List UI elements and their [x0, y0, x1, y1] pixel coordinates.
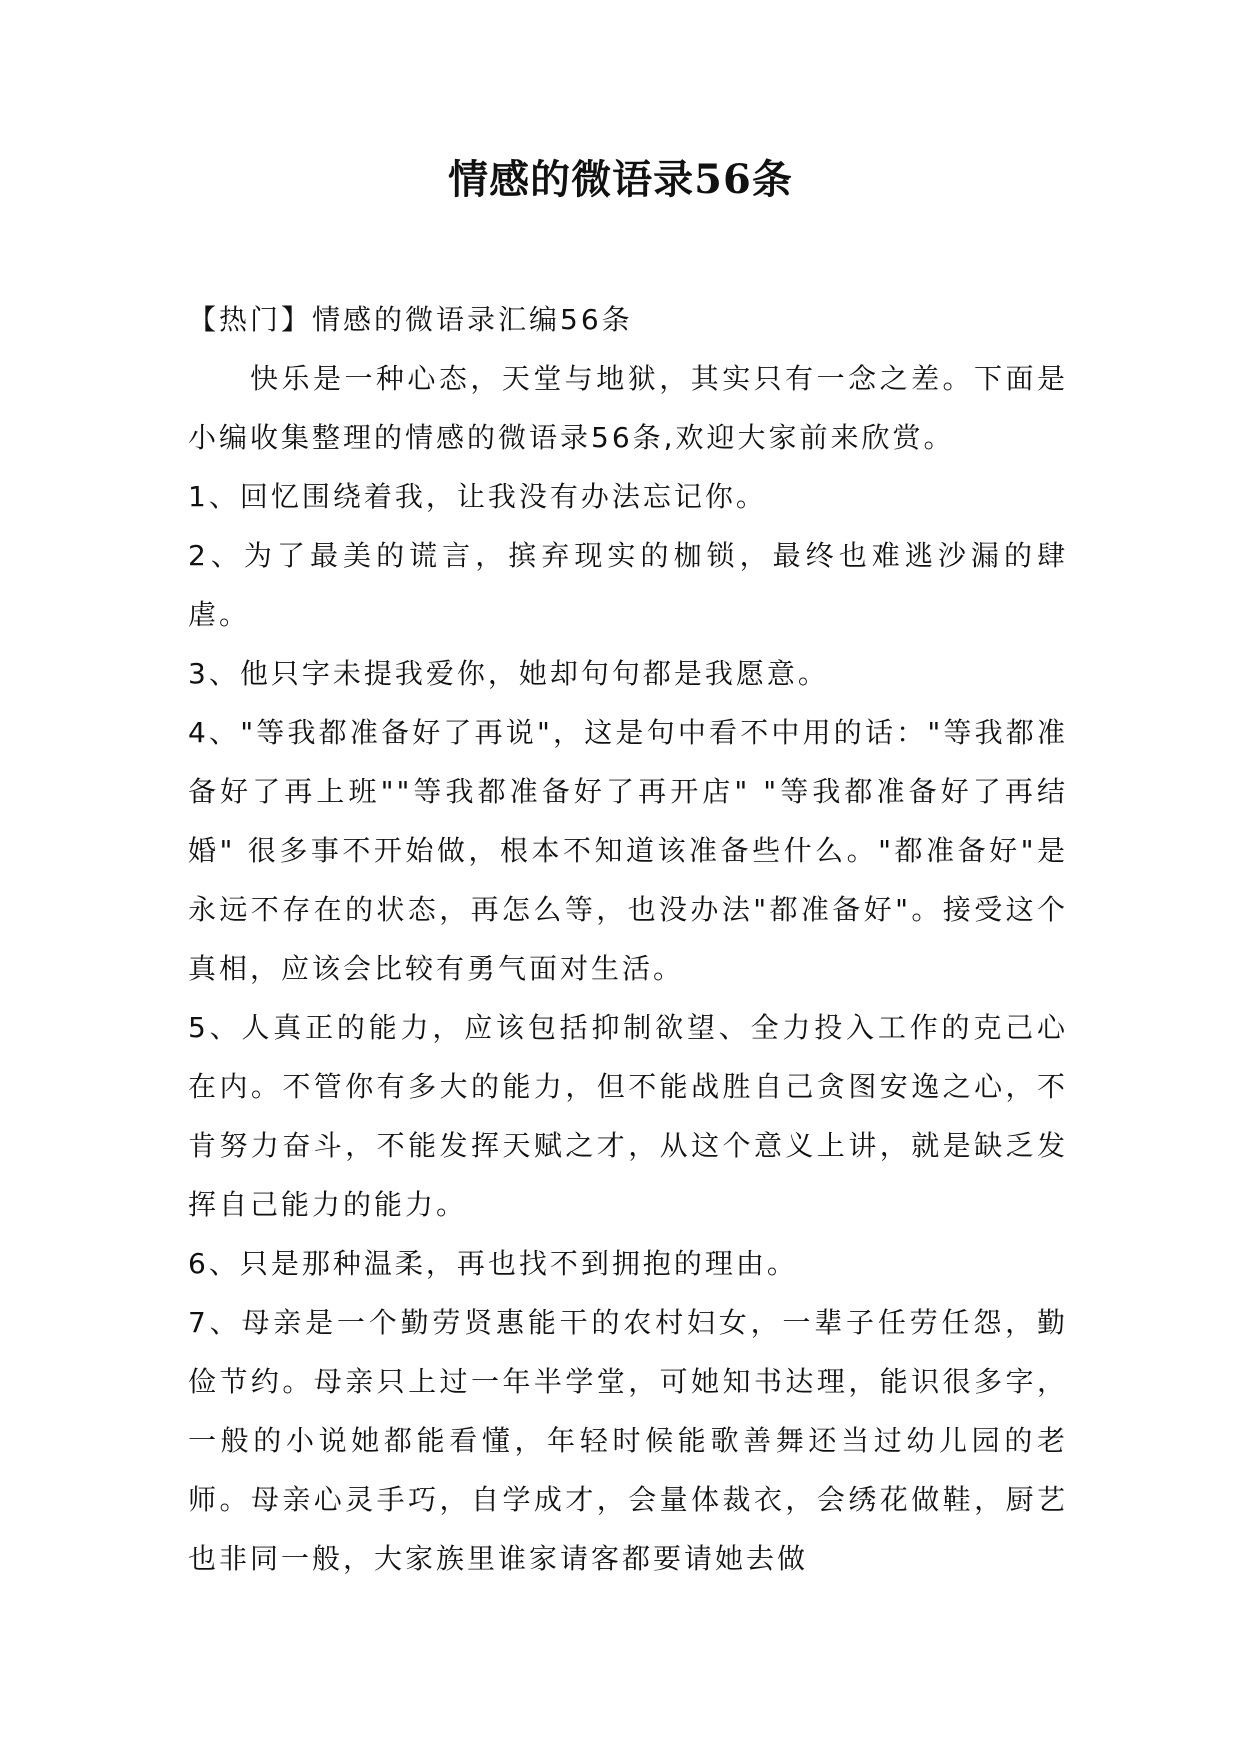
- list-item: 1、回忆围绕着我，让我没有办法忘记你。: [188, 480, 767, 513]
- list-item: 2、为了最美的谎言，摈弃现实的枷锁，最终也难逃沙漏的肆虐。: [188, 539, 1068, 631]
- document-title: 情感的微语录56条: [448, 156, 793, 203]
- list-item: 7、母亲是一个勤劳贤惠能干的农村妇女，一辈子任劳任怨，勤俭节约。母亲只上过一年半学堂，可她知书达理，能识很多字，一般的小说她都能看懂，年轻时候能歌善舞还当过幼儿园的老师。母亲心灵手巧，自学成才，会量体裁衣，会绣花做鞋，厨艺也非同一般，大家族里谁家请客都要请她去做: [188, 1306, 1068, 1575]
- list-item: 3、他只字未提我爱你，她却句句都是我愿意。: [188, 657, 829, 690]
- document-subtitle: 【热门】情感的微语录汇编56条: [188, 303, 633, 336]
- intro-paragraph: 快乐是一种心态，天堂与地狱，其实只有一念之差。下面是小编收集整理的情感的微语录56条,欢迎大家前来欣赏。: [188, 362, 1068, 454]
- list-item: 5、人真正的能力，应该包括抑制欲望、全力投入工作的克己心在内。不管你有多大的能力，但不能战胜自己贪图安逸之心，不肯努力奋斗，不能发挥天赋之才，从这个意义上讲，就是缺乏发挥自己能力的能力。: [188, 1011, 1068, 1221]
- list-item: 6、只是那种温柔，再也找不到拥抱的理由。: [188, 1247, 798, 1280]
- list-item: 4、"等我都准备好了再说"，这是句中看不中用的话："等我都准备好了再上班""等我都准备好了再开店" "等我都准备好了再结婚" 很多事不开始做，根本不知道该准备些什么。"都准备好"是永远不存在的状态，再怎么等，也没办法"都准备好"。接受这个真相，应该会比较有勇气面对生活。: [188, 716, 1068, 985]
- document-body: [188, 290, 1068, 1588]
